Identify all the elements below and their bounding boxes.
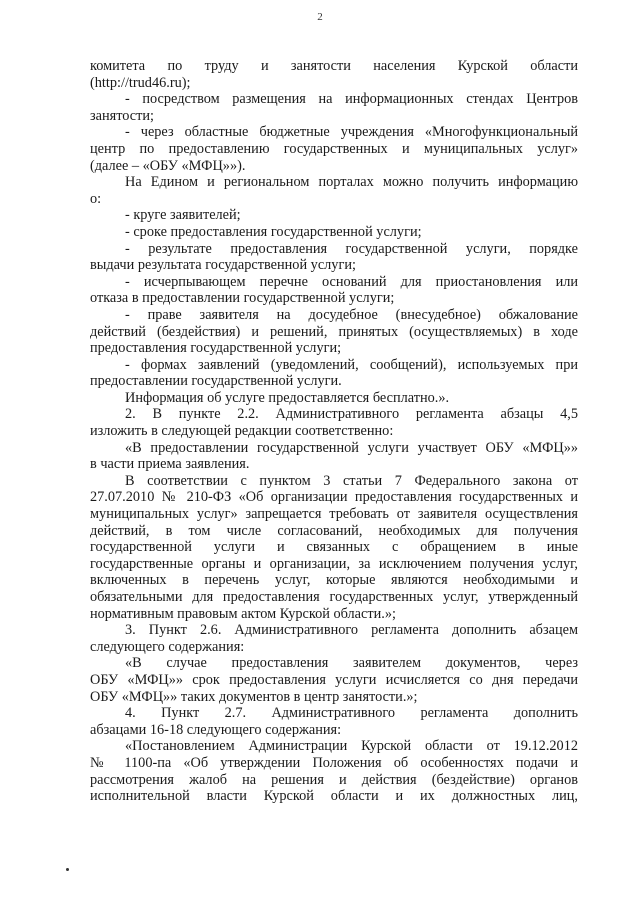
text-line: - формах заявлений (уведомлений, сообщений), используемых при	[125, 356, 578, 373]
text-line: - сроке предоставления государственной услуги;	[125, 223, 422, 240]
text-line: № 1100-па «Об утверждении Положения об особенностях подачи и	[90, 754, 578, 771]
text-line: ОБУ «МФЦ»» таких документов в центр занятости.»;	[90, 688, 418, 705]
text-line: ОБУ «МФЦ»» срок предоставления услуги исчисляется со дня передачи	[90, 671, 578, 688]
text-line: предоставлении государственной услуги.	[90, 373, 342, 390]
text-line: действий (бездействия) и решений, принятых (осуществляемых) в ходе	[90, 323, 578, 340]
text-line: (далее – «ОБУ «МФЦ»»).	[90, 157, 246, 174]
text-line: отказа в предоставлении государственной услуги;	[90, 290, 395, 307]
text-line: В соответствии с пунктом 3 статьи 7 Федерального закона от	[125, 472, 578, 489]
text-line: комитета по труду и занятости населения Курской области	[90, 58, 578, 74]
text-line: о:	[90, 190, 102, 207]
text-line: - исчерпывающем перечне оснований для приостановления или	[125, 273, 578, 290]
text-line: Информация об услуге предоставляется бесплатно.».	[125, 389, 450, 406]
text-line: выдачи результата государственной услуги;	[90, 257, 356, 274]
text-line: абзацами 16-18 следующего содержания:	[90, 721, 342, 738]
text-line: изложить в следующей редакции соответственно:	[90, 423, 394, 440]
text-line: включенных в перечень услуг, которые являются необходимыми и	[90, 572, 578, 589]
text-line: исполнительной власти Курской области и их должностных лиц,	[90, 788, 578, 805]
text-line: - праве заявителя на досудебное (внесудебное) обжалование	[125, 306, 578, 323]
page-number: 2	[317, 11, 323, 23]
text-line: государственные органы и организации, за исключением получения услуг,	[90, 555, 578, 572]
text-line: в части приема заявления.	[90, 456, 250, 473]
text-line: нормативным правовым актом Курской области.»;	[90, 605, 396, 622]
text-line: 4. Пункт 2.7. Административного регламента дополнить	[125, 705, 578, 722]
text-line: 3. Пункт 2.6. Административного регламента дополнить абзацем	[125, 622, 578, 639]
text-line: рассмотрения жалоб на решения и действия (бездействие) органов	[90, 771, 578, 788]
text-line: муниципальных услуг» запрещается требовать от заявителя осуществления	[90, 506, 578, 523]
text-line: обязательными для предоставления государственных услуг, утвержденный	[90, 589, 578, 605]
text-line: действий, в том числе согласований, необходимых для получения	[90, 522, 578, 539]
text-line: центр по предоставлению государственных и муниципальных услуг»	[90, 140, 578, 157]
text-line: «Постановлением Администрации Курской области от 19.12.2012	[125, 738, 578, 755]
text-line: 2. В пункте 2.2. Административного регламента абзацы 4,5	[125, 406, 578, 423]
text-line: «В случае предоставления заявителем документов, через	[125, 655, 578, 672]
text-line: - через областные бюджетные учреждения «Многофункциональный	[125, 124, 578, 141]
text-line: занятости;	[90, 107, 155, 124]
text-line: - круге заявителей;	[125, 207, 241, 224]
text-line: - результате предоставления государственной услуги, порядке	[125, 240, 578, 257]
scan-speck	[66, 868, 69, 871]
text-line: На Едином и региональном порталах можно получить информацию	[125, 174, 578, 191]
text-line: - посредством размещения на информационных стендах Центров	[125, 91, 578, 108]
text-line: предоставления государственной услуги;	[90, 340, 342, 357]
text-line: (http://trud46.ru);	[90, 74, 191, 91]
text-line: государственной услуги и связанных с обращением в иные	[90, 539, 578, 556]
text-line: «В предоставлении государственной услуги участвует ОБУ «МФЦ»»	[125, 439, 578, 456]
text-line: 27.07.2010 № 210-ФЗ «Об организации предоставления государственных и	[90, 489, 578, 506]
text-line: следующего содержания:	[90, 638, 245, 655]
document-body	[90, 58, 578, 805]
